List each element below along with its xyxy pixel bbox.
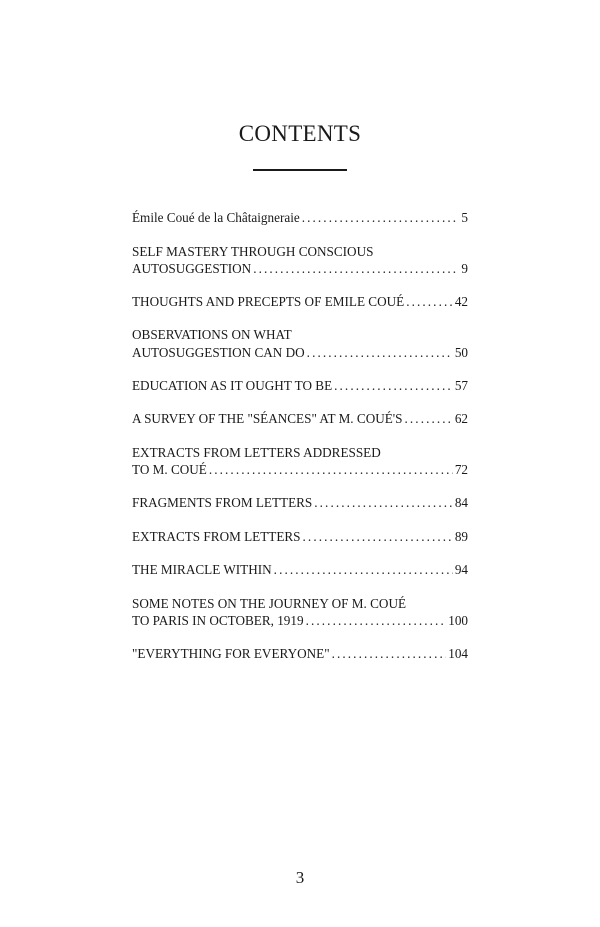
dot-leader bbox=[302, 209, 460, 227]
toc-entry[interactable] bbox=[132, 494, 468, 512]
toc-entry-page-number: 57 bbox=[454, 377, 468, 393]
toc-entry-line bbox=[132, 326, 468, 344]
toc-entry[interactable] bbox=[132, 528, 468, 546]
toc-entry[interactable] bbox=[132, 645, 468, 663]
toc-entry-page-number: 94 bbox=[454, 562, 468, 578]
toc-entry-page-number: 50 bbox=[454, 344, 468, 360]
toc-entry-title: EXTRACTS FROM LETTERS ADDRESSED bbox=[132, 444, 381, 460]
toc-entry[interactable] bbox=[132, 595, 468, 630]
toc-entry-title: TO M. COUÉ bbox=[132, 462, 207, 478]
toc-entry-page-number: 42 bbox=[454, 293, 468, 309]
dot-leader bbox=[307, 344, 453, 362]
dot-leader bbox=[274, 561, 453, 579]
toc-entry-title: AUTOSUGGESTION CAN DO bbox=[132, 344, 305, 360]
toc-entry-line bbox=[132, 645, 468, 663]
toc-entry-title: FRAGMENTS FROM LETTERS bbox=[132, 494, 313, 510]
toc-entry-page-number: 89 bbox=[454, 528, 468, 544]
dot-leader bbox=[406, 293, 453, 311]
toc-entry-title: AUTOSUGGESTION bbox=[132, 261, 252, 277]
toc-entry-page-number: 104 bbox=[448, 645, 468, 661]
toc-entry-page-number: 9 bbox=[461, 261, 468, 277]
toc-entry[interactable] bbox=[132, 377, 468, 395]
table-of-contents bbox=[132, 209, 468, 679]
dot-leader bbox=[303, 528, 453, 546]
title-divider bbox=[253, 169, 347, 171]
toc-entry-page-number: 5 bbox=[461, 210, 468, 225]
toc-entry-line bbox=[132, 612, 468, 630]
toc-entry[interactable] bbox=[132, 293, 468, 311]
toc-entry-title: SOME NOTES ON THE JOURNEY OF M. COUÉ bbox=[132, 595, 407, 611]
toc-entry[interactable] bbox=[132, 444, 468, 479]
toc-entry[interactable] bbox=[132, 243, 468, 278]
toc-entry-title: OBSERVATIONS ON WHAT bbox=[132, 327, 292, 343]
toc-entry-page-number: 62 bbox=[454, 411, 468, 427]
toc-entry[interactable] bbox=[132, 326, 468, 361]
toc-entry-line bbox=[132, 494, 468, 512]
toc-entry-title: EDUCATION AS IT OUGHT TO BE bbox=[132, 377, 333, 393]
toc-entry-line bbox=[132, 461, 468, 479]
page-title: CONTENTS bbox=[238, 121, 362, 146]
toc-entry-line bbox=[132, 209, 468, 227]
dot-leader bbox=[314, 494, 453, 512]
toc-entry-line bbox=[132, 260, 468, 278]
toc-entry-line bbox=[132, 344, 468, 362]
toc-entry-title: A SURVEY OF THE "SÉANCES" AT M. COUÉ'S bbox=[132, 411, 403, 427]
dot-leader bbox=[405, 410, 453, 428]
toc-entry-title: SELF MASTERY THROUGH CONSCIOUS bbox=[132, 243, 374, 259]
page-number: 3 bbox=[295, 868, 305, 887]
toc-entry-title: "EVERYTHING FOR EVERYONE" bbox=[132, 645, 330, 661]
toc-entry-line bbox=[132, 293, 468, 311]
toc-entry-line bbox=[132, 528, 468, 546]
dot-leader bbox=[332, 645, 447, 663]
toc-entry-title: EXTRACTS FROM LETTERS bbox=[132, 528, 301, 544]
toc-entry-line bbox=[132, 377, 468, 395]
toc-entry-line bbox=[132, 595, 468, 613]
toc-entry-page-number: 84 bbox=[454, 494, 468, 510]
toc-entry-line bbox=[132, 444, 468, 462]
toc-entry-line bbox=[132, 410, 468, 428]
toc-entry-page-number: 100 bbox=[448, 613, 468, 629]
dot-leader bbox=[306, 612, 447, 630]
dot-leader bbox=[334, 377, 453, 395]
toc-entry-title: THOUGHTS AND PRECEPTS OF EMILE COUÉ bbox=[132, 293, 405, 309]
dot-leader bbox=[209, 461, 453, 479]
toc-entry-title: THE MIRACLE WITHIN bbox=[132, 562, 272, 578]
toc-entry-title: Émile Coué de la Châtaigneraie bbox=[132, 210, 300, 225]
toc-entry-page-number: 72 bbox=[454, 462, 468, 478]
toc-entry-line bbox=[132, 561, 468, 579]
dot-leader bbox=[253, 260, 459, 278]
toc-entry-title: TO PARIS IN OCTOBER, 1919 bbox=[132, 613, 304, 629]
toc-entry[interactable] bbox=[132, 209, 468, 227]
toc-entry-line bbox=[132, 243, 468, 261]
toc-entry[interactable] bbox=[132, 561, 468, 579]
toc-entry[interactable] bbox=[132, 410, 468, 428]
